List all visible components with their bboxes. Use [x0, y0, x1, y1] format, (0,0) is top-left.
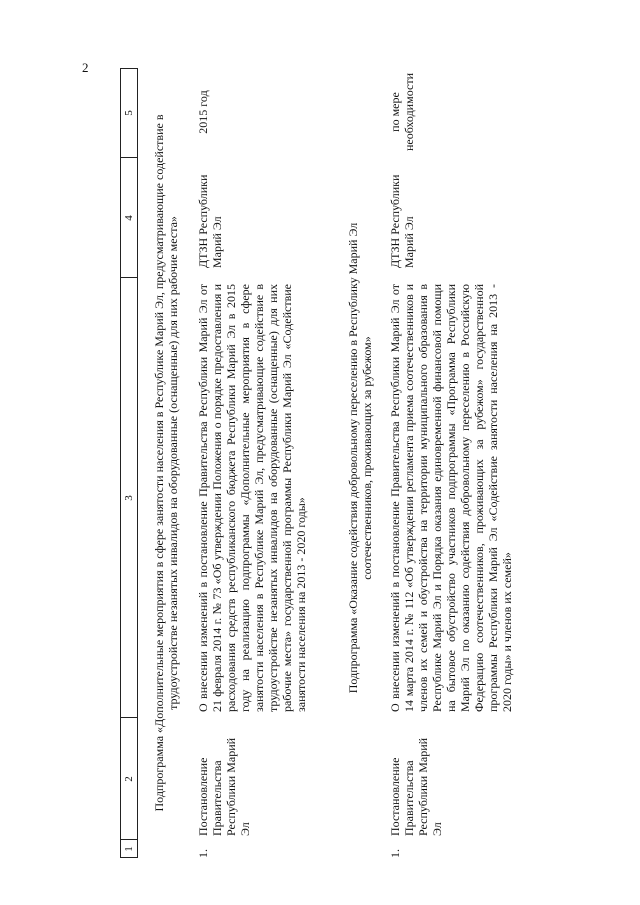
row-number: 1. [196, 849, 210, 858]
executor: ДТЗН Республики Марий Эл [196, 174, 224, 268]
act-type: Постановление Правительства Республики Марий Эл [196, 737, 252, 836]
column-number: 2 [123, 776, 135, 782]
column-number: 3 [123, 495, 135, 501]
section-title: Подпрограмма «Оказание содействия добровольному переселению в Республику Марий Эл соотечественников, проживающих за рубежом» [346, 222, 374, 694]
act-type: Постановление Правительства Республики Марий Эл [388, 737, 444, 836]
column-number: 4 [123, 215, 135, 221]
column-number: 1 [123, 846, 135, 852]
column-number-row [120, 68, 138, 858]
section-title: Подпрограмма «Дополнительные мероприятия в сфере занятости населения в Республике Марий Эл, предусматривающие содействие в трудоустройстве незанятых инвалидов на оборудованные (оснащенные) для них рабочие места» [152, 114, 180, 812]
legal-acts-table [120, 68, 620, 858]
rotated-sheet [120, 68, 620, 858]
column-number: 5 [123, 110, 135, 116]
deadline: по мере необходимости [388, 73, 416, 152]
deadline: 2015 год [196, 90, 210, 134]
page-number: 2 [82, 60, 89, 75]
act-name: О внесении изменений в постановление Правительства Республики Марий Эл от 14 марта 2014 г. № 112 «Об утверждении регламента приема соотечественников и членов их семей и обустройства на территории муниципального образования в Республике Марий Эл и Порядка оказания единовременной финансовой помощи на бытовое обустройство участников подпрограммы «Программа Республики Марий Эл по оказанию содействия добровольному переселению в Российскую Федерацию соотечественников, проживающих за рубежом» государственной программы Республики Марий Эл «Содействие занятости населения на 2013 - 2020 годы» и членов их семей» [388, 284, 514, 712]
row-number: 1. [388, 849, 402, 858]
act-name: О внесении изменений в постановление Правительства Республики Марий Эл от 21 февраля 2014 г. № 73 «Об утверждении Положения о порядке предоставления и расходования средств республиканского бюджета Республики Марий Эл в 2015 году на реализацию подпрограммы «Дополнительные мероприятия в сфере занятости населения в Республике Марий Эл, предусматривающие содействие в трудоустройстве незанятых инвалидов на оборудованные (оснащенные) для них рабочие места» государственной программы Республики Марий Эл «Содействие занятости населения на 2013 - 2020 годы» [196, 284, 308, 712]
executor: ДТЗН Республики Марий Эл [388, 174, 416, 268]
